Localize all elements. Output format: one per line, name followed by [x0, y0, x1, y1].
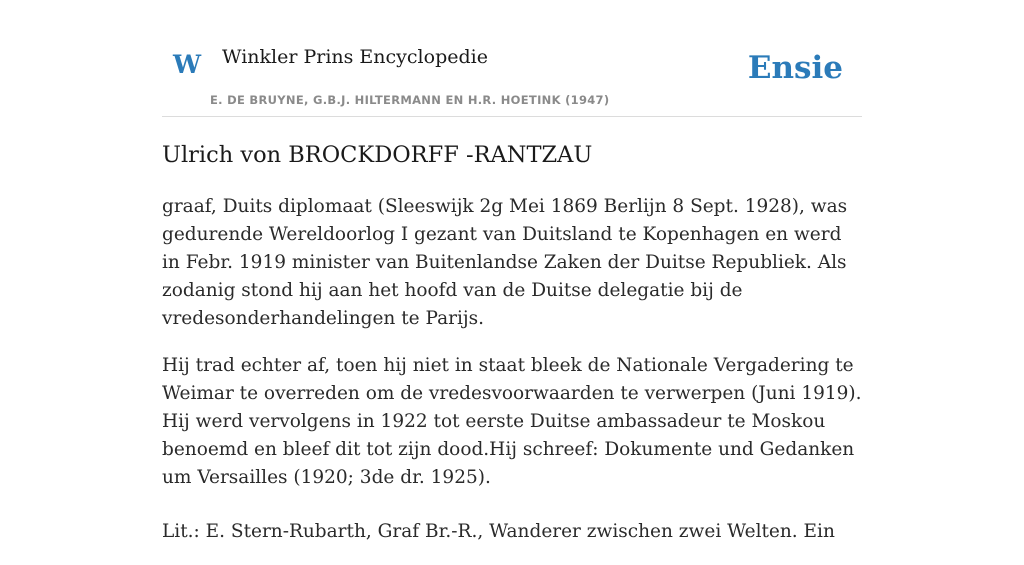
article: [162, 138, 862, 565]
source-title: Winkler Prins Encyclopedie: [222, 46, 488, 68]
article-paragraph: Hij trad echter af, toen hij niet in staat bleek de Nationale Vergadering te Weimar te overreden om de vredesvoorwaarden te verwerpen (Juni 1919). Hij werd vervolgens in 1922 tot eerste Duitse ambassadeur te Moskou benoemd en bleef dit tot zijn dood.Hij schreef: Dokumente und Gedanken um Versailles (1920; 3de dr. 1925).: [162, 355, 862, 488]
source-logo-link[interactable]: W: [173, 50, 202, 79]
source-authors: E. DE BRUYNE, G.B.J. HILTERMANN EN H.R. HOETINK (1947): [210, 93, 610, 107]
literature-reference: Lit.: E. Stern-Rubarth, Graf Br.-R., Wanderer zwischen zwei Welten. Ein: [162, 521, 835, 542]
source-header: [162, 36, 862, 117]
article-paragraph: graaf, Duits diplomaat (Sleeswijk 2g Mei 1869 Berlijn 8 Sept. 1928), was gedurende Wereldoorlog I gezant van Duitsland te Kopenhagen en werd in Febr. 1919 minister van Buitenlandse Zaken der Duitse Republiek. Als zodanig stond hij aan het hoofd van de Duitse delegatie bij de vredesonderhandelingen te Parijs.: [162, 196, 848, 329]
article-title: Ulrich von BROCKDORFF -RANTZAU: [162, 142, 593, 168]
ensie-brand-link[interactable]: Ensie: [747, 50, 843, 86]
